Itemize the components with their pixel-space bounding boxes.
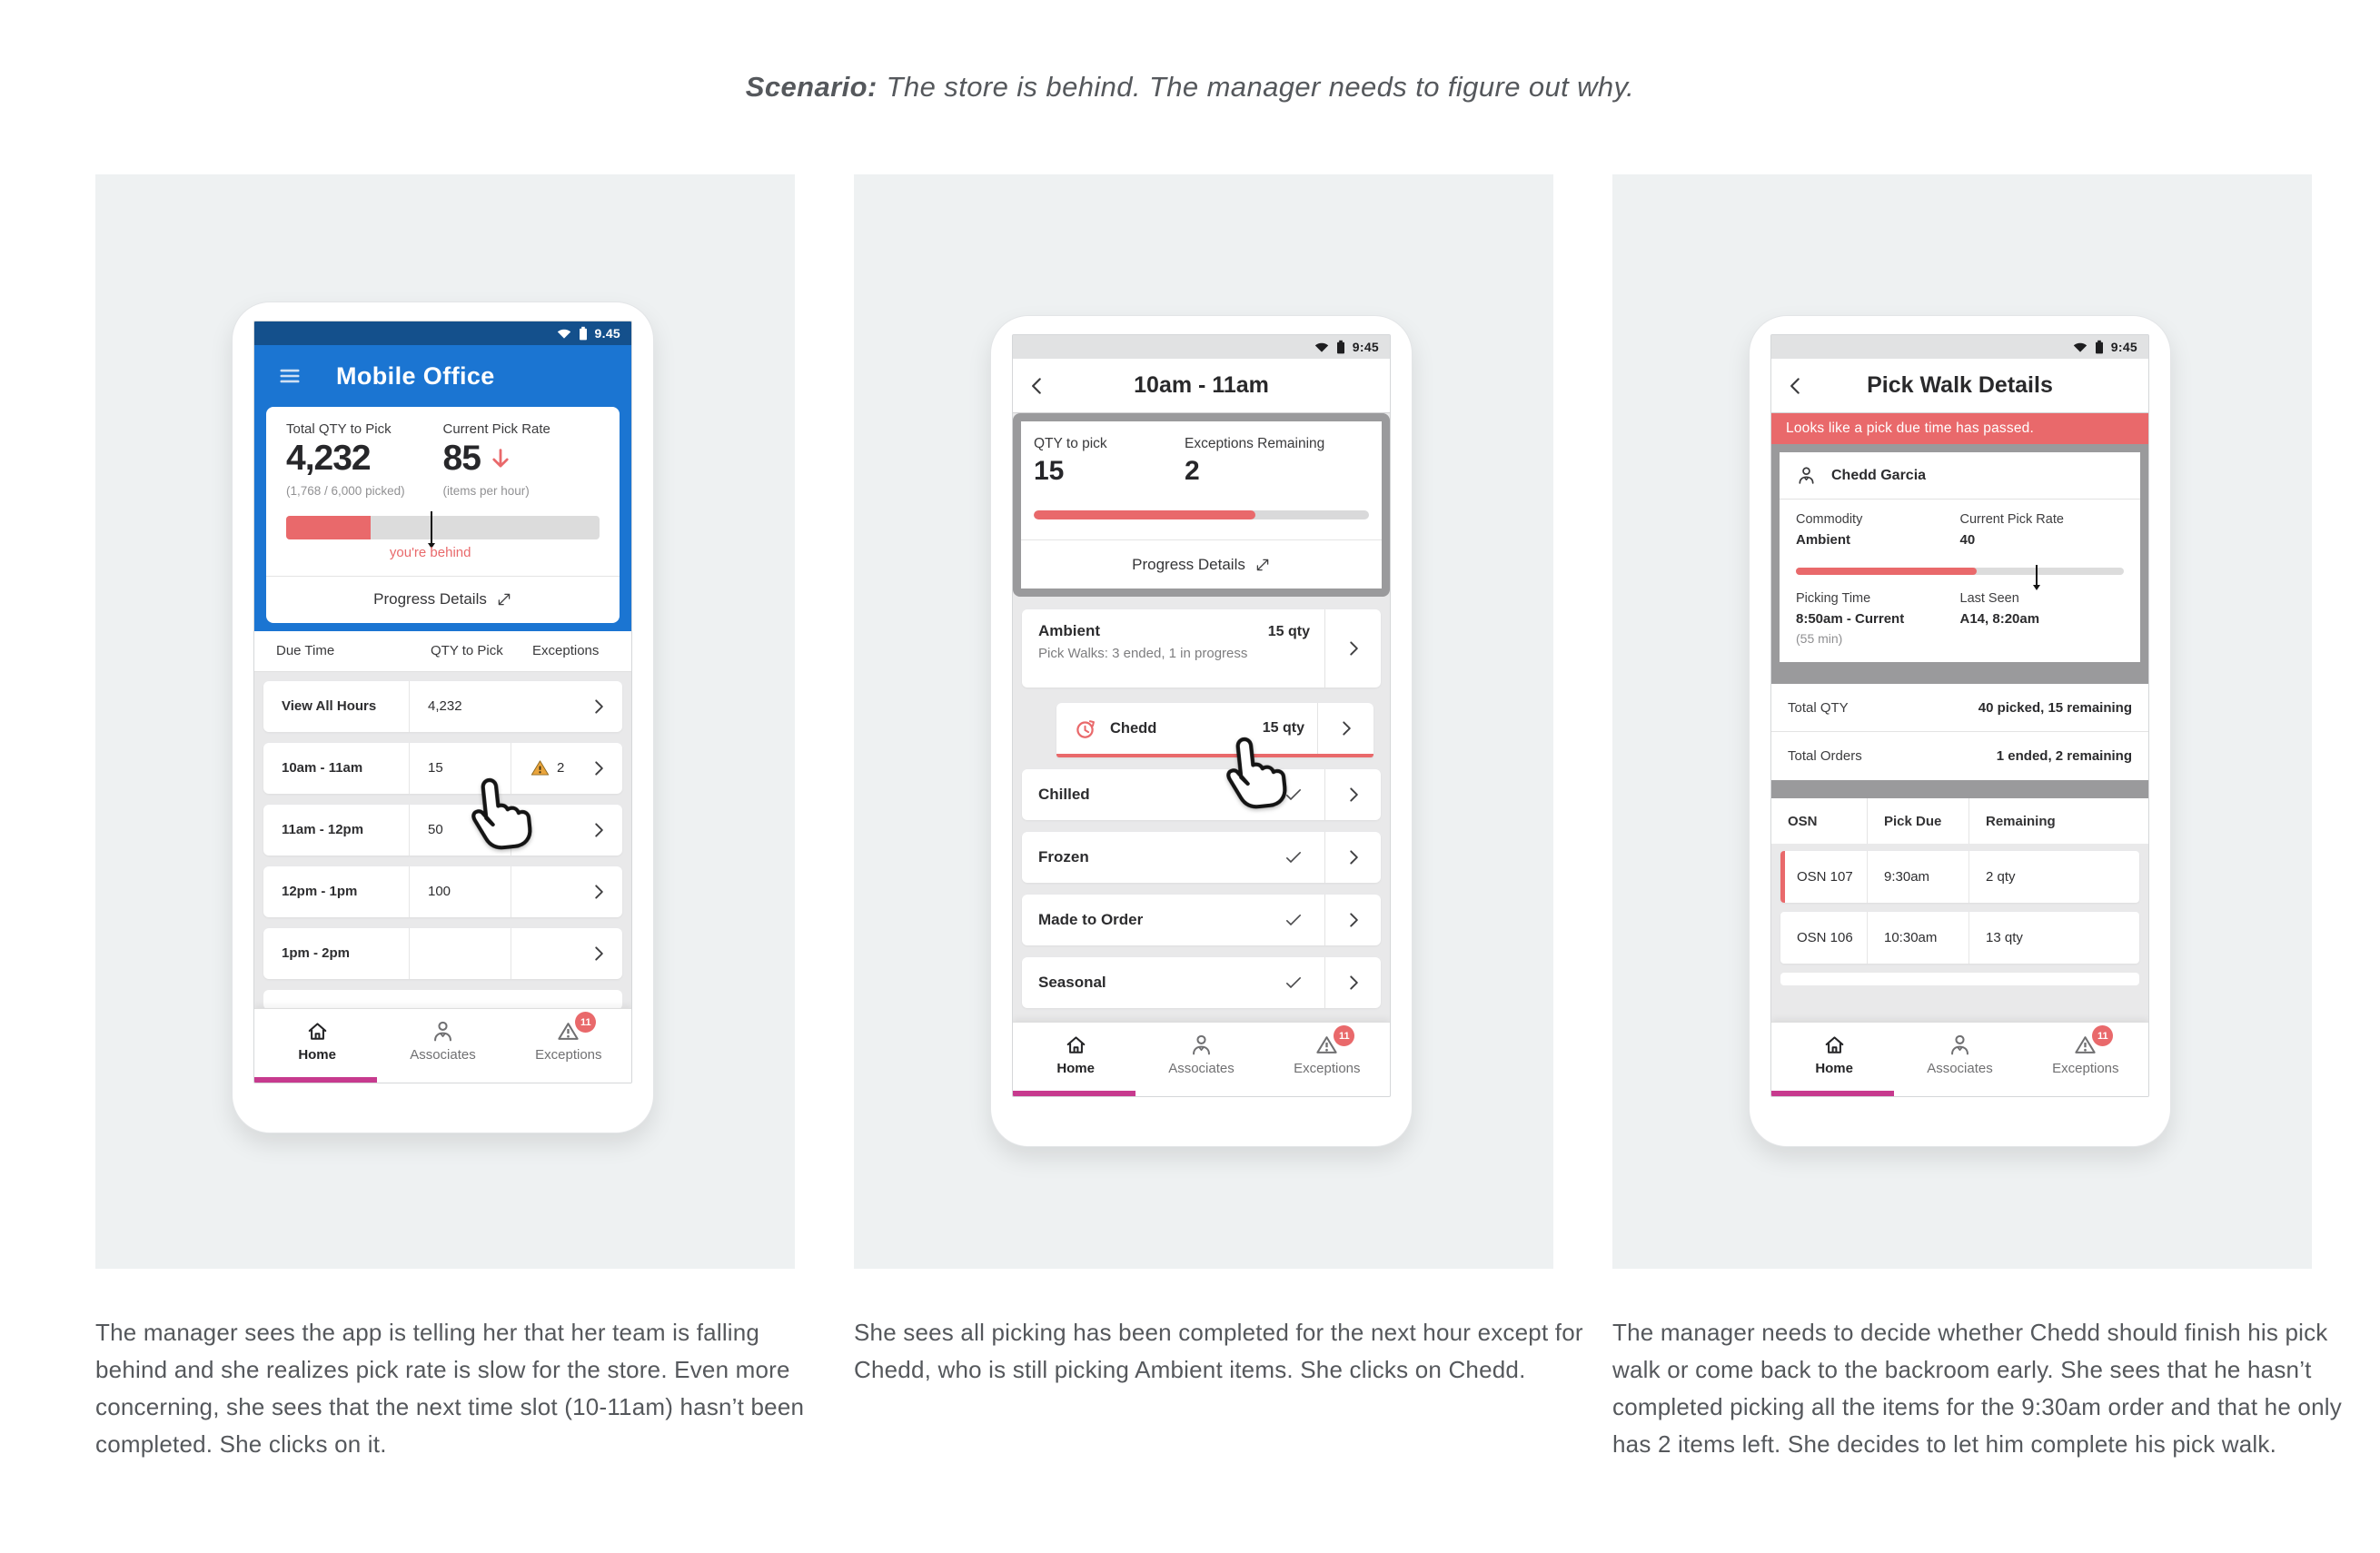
chevron-right-icon (1344, 638, 1364, 658)
clock-time: 9.45 (594, 326, 620, 341)
exceptions-remaining-stat (1185, 436, 1369, 487)
page-header (1771, 359, 2148, 413)
associate-row (1780, 452, 2140, 500)
last-seen-value: A14, 8:20am (1959, 611, 2040, 627)
picking-time-duration: (55 min) (1796, 631, 1843, 646)
pick-rate-value: 40 (1959, 532, 1976, 548)
expand-icon (1254, 557, 1271, 573)
chevron-right-icon (1344, 973, 1364, 993)
last-seen-stat (1960, 591, 2125, 646)
qty-to-pick-stat (1034, 436, 1185, 487)
clock-time: 9:45 (2110, 340, 2137, 354)
progress-fill (286, 516, 371, 539)
panel-step-1 (95, 174, 795, 1269)
col-pick-due: Pick Due (1867, 798, 1968, 844)
bottom-nav (1013, 1022, 1390, 1096)
home-icon (1064, 1033, 1088, 1057)
associate-name: Chedd Garcia (1831, 467, 1927, 483)
remaining-qty: 2 qty (1968, 851, 2139, 903)
commodity-label: Ambient (1038, 622, 1100, 639)
total-qty-label: Total QTY (1788, 699, 1849, 716)
page-title: 10am - 11am (1134, 372, 1269, 398)
scenario-text: The store is behind. The manager needs to figure out why. (886, 71, 1635, 103)
caption-step-1: The manager sees the app is telling her that her team is falling behind and she realizes pick rate is slow for the store. Even more concerning, she sees that the next time slot (10-11am) hasn’t been completed. She clicks on it. (95, 1319, 805, 1458)
progress-details-label: Progress Details (1132, 555, 1245, 573)
phone-mockup-1 (232, 302, 654, 1133)
nav-label: Home (1056, 1061, 1095, 1076)
total-qty-label: Total QTY to Pick (286, 421, 392, 437)
progress-details-button[interactable] (1021, 539, 1382, 589)
hour-progress-bar (1034, 510, 1369, 519)
commodity-label: Chilled (1038, 786, 1090, 803)
pick-rate-stat (1960, 512, 2125, 548)
exceptions-badge: 11 (575, 1012, 596, 1033)
pick-due-time: 9:30am (1867, 851, 1968, 903)
exceptions-alert-icon (2073, 1030, 2108, 1057)
row-due-label: 11am - 12pm (282, 822, 364, 838)
picking-time-label: Picking Time (1796, 591, 1871, 606)
total-orders-value: 1 ended, 2 remaining (1996, 748, 2132, 764)
app-title: Mobile Office (336, 361, 495, 390)
hour-detail-content (1013, 413, 1390, 1022)
nav-label: Exceptions (1294, 1061, 1361, 1076)
progress-target-marker (2036, 565, 2038, 587)
hours-table-body (254, 672, 631, 1008)
exception-count: 2 (557, 760, 565, 776)
commodity-value: Ambient (1796, 532, 1850, 548)
commodity-stat (1796, 512, 1960, 548)
exception-indicator (530, 757, 564, 778)
total-orders-row (1771, 732, 2148, 780)
check-icon (1283, 972, 1304, 994)
progress-details-button[interactable] (266, 576, 620, 623)
person-icon (1189, 1033, 1214, 1057)
commodity-row-chilled[interactable] (1022, 769, 1381, 820)
scenario-heading (0, 71, 2380, 104)
battery-icon (579, 326, 588, 341)
chevron-right-icon (589, 882, 609, 902)
back-button[interactable] (1784, 374, 1808, 398)
last-seen-label: Last Seen (1959, 591, 2019, 606)
row-qty-value: 15 (428, 760, 443, 776)
home-icon (305, 1019, 330, 1044)
home-icon (1822, 1033, 1847, 1057)
status-bar (1013, 335, 1390, 359)
person-icon (1948, 1033, 1972, 1057)
table-row-10am-11am[interactable] (263, 743, 622, 794)
chevron-right-icon (1344, 785, 1364, 805)
active-tab-underline (1771, 1091, 1894, 1096)
row-due-label: 10am - 11am (282, 760, 363, 776)
section-divider (1771, 780, 2148, 798)
phone-mockup-2 (990, 315, 1413, 1147)
person-icon (1796, 465, 1817, 486)
pick-rate-label: Current Pick Rate (1959, 512, 2064, 527)
col-qty-to-pick: QTY to Pick (431, 643, 503, 659)
chevron-right-icon (1336, 718, 1356, 738)
back-button[interactable] (1026, 374, 1049, 398)
phone-mockup-3 (1749, 315, 2171, 1147)
pick-walk-progress-bar (1796, 568, 2124, 575)
row-qty-value: 100 (428, 884, 451, 900)
table-row-1pm-2pm[interactable] (263, 928, 622, 979)
total-qty-stat (286, 421, 443, 498)
exceptions-remaining-label: Exceptions Remaining (1185, 436, 1325, 451)
nav-label: Home (298, 1047, 336, 1063)
active-tab-underline (254, 1077, 377, 1083)
summary-card (266, 407, 620, 623)
osn-table-header (1771, 798, 2148, 844)
picking-time-value: 8:50am - Current (1796, 611, 1905, 627)
nav-label: Exceptions (535, 1047, 602, 1063)
row-due-label: View All Hours (282, 698, 377, 715)
check-icon (1283, 846, 1304, 868)
panel-step-2 (854, 174, 1553, 1269)
osn-table-body (1771, 844, 2148, 1022)
nav-item-home[interactable] (1772, 1033, 1897, 1076)
exceptions-badge: 11 (2092, 1025, 2113, 1046)
nav-label: Associates (1927, 1061, 1993, 1076)
caption-step-3: The manager needs to decide whether Chedd should finish his pick walk or come back to the backroom early. She sees that he hasn’t completed picking all the items for the 9:30am order and that he only has 2 items left. She decides to let him complete his pick walk. (1612, 1319, 2342, 1458)
row-due-label: 1pm - 2pm (282, 945, 351, 962)
table-row-12pm-1pm[interactable] (263, 866, 622, 917)
total-orders-label: Total Orders (1788, 748, 1862, 764)
hours-table-header (254, 631, 631, 672)
bottom-nav (254, 1008, 631, 1083)
warning-triangle-icon (530, 757, 550, 778)
bottom-nav (1771, 1022, 2148, 1096)
person-icon (431, 1019, 455, 1044)
pick-walks-status: Pick Walks: 3 ended, 1 in progress (1038, 646, 1248, 661)
commodity-label: Frozen (1038, 848, 1089, 866)
total-qty-value: 40 picked, 15 remaining (1978, 699, 2132, 716)
behind-label-row (286, 545, 600, 565)
page-header (1013, 359, 1390, 413)
row-qty-value: 4,232 (428, 698, 462, 715)
overdue-alert-text: Looks like a pick due time has passed. (1786, 420, 2034, 436)
nav-item-associates[interactable] (1139, 1033, 1264, 1076)
chevron-right-icon (1344, 847, 1364, 867)
chevron-right-icon (1344, 910, 1364, 930)
nav-item-exceptions[interactable] (2023, 1030, 2147, 1076)
pick-rate-label: Current Pick Rate (442, 421, 550, 437)
exceptions-alert-icon (556, 1016, 591, 1044)
nav-item-associates[interactable] (1898, 1033, 2022, 1076)
chevron-right-icon (589, 697, 609, 717)
pick-walk-summary-card (1771, 444, 2148, 662)
chevron-right-icon (589, 758, 609, 778)
progress-fill (1796, 568, 1977, 575)
behind-label: you're behind (389, 544, 471, 560)
table-row-view-all-hours[interactable] (263, 681, 622, 732)
osn-row-106[interactable] (1780, 912, 2139, 964)
total-qty-row (1771, 684, 2148, 732)
phone3-screen (1770, 334, 2149, 1097)
nav-label: Associates (1168, 1061, 1235, 1076)
osn-id: OSN 106 (1797, 930, 1853, 945)
commodity-row-seasonal[interactable] (1022, 957, 1381, 1008)
progress-details-label: Progress Details (373, 590, 487, 608)
panel-step-3 (1612, 174, 2312, 1269)
pick-due-time: 10:30am (1867, 912, 1968, 964)
hour-summary-card (1013, 413, 1390, 597)
scenario-prefix: Scenario: (745, 71, 878, 103)
battery-icon (1336, 340, 1345, 354)
status-bar (1771, 335, 2148, 359)
pick-walk-row-chedd[interactable] (1056, 703, 1373, 757)
pick-rate-sub: (items per hour) (442, 483, 530, 498)
osn-id: OSN 107 (1797, 869, 1853, 885)
nav-label: Associates (410, 1047, 476, 1063)
app-header (254, 345, 631, 407)
check-icon (1283, 784, 1304, 806)
commodity-row-frozen[interactable] (1022, 832, 1381, 883)
wifi-icon (2073, 341, 2087, 352)
commodity-label: Made to Order (1038, 911, 1144, 928)
remaining-qty: 13 qty (1968, 912, 2139, 964)
picking-time-stat (1796, 591, 1960, 646)
caption-step-2: She sees all picking has been completed for the next hour except for Chedd, who is still picking Ambient items. She clicks on Chedd. (854, 1319, 1583, 1383)
phone2-screen (1012, 334, 1391, 1097)
section-divider (1771, 662, 2148, 684)
qty-to-pick-value: 15 (1034, 456, 1065, 486)
clock-overdue-icon (1073, 717, 1097, 741)
pick-rate-stat (443, 421, 600, 498)
commodity-row-made-to-order[interactable] (1022, 895, 1381, 945)
col-osn: OSN (1788, 813, 1818, 829)
nav-label: Home (1815, 1061, 1853, 1076)
summary-card-wrap (254, 407, 631, 631)
expand-icon (496, 591, 512, 608)
col-exceptions: Exceptions (532, 643, 600, 659)
exceptions-remaining-value: 2 (1185, 456, 1200, 486)
exceptions-badge: 11 (1334, 1025, 1354, 1046)
exceptions-alert-icon (1314, 1030, 1350, 1057)
col-remaining: Remaining (1968, 798, 2148, 844)
nav-item-exceptions[interactable] (1264, 1030, 1389, 1076)
qty-to-pick-label: QTY to pick (1034, 436, 1107, 451)
pick-walk-qty: 15 qty (1262, 720, 1304, 736)
progress-target-marker (431, 511, 432, 545)
wifi-icon (557, 328, 571, 339)
chevron-right-icon (589, 944, 609, 964)
osn-row-107[interactable] (1780, 851, 2139, 903)
hamburger-menu-icon[interactable] (276, 364, 303, 388)
page-title: Pick Walk Details (1867, 372, 2053, 398)
nav-item-home[interactable] (1014, 1033, 1138, 1076)
table-row-partial (263, 990, 622, 1008)
arrow-down-icon (488, 446, 513, 471)
nav-label: Exceptions (2052, 1061, 2119, 1076)
check-icon (1283, 909, 1304, 931)
nav-item-home[interactable] (255, 1019, 380, 1063)
row-qty-value: 50 (428, 822, 443, 838)
total-qty-value: 4,232 (286, 439, 371, 478)
row-due-label: 12pm - 1pm (282, 884, 358, 900)
status-bar (254, 321, 631, 345)
commodity-label: Commodity (1796, 512, 1863, 527)
total-qty-sub: (1,768 / 6,000 picked) (286, 483, 405, 498)
table-row-partial (1780, 973, 2139, 985)
store-progress-bar (286, 516, 600, 539)
col-due-time: Due Time (276, 643, 335, 659)
commodity-row-ambient[interactable] (1022, 609, 1381, 687)
commodity-label: Seasonal (1038, 974, 1106, 991)
battery-icon (2095, 340, 2104, 354)
nav-item-exceptions[interactable] (506, 1016, 630, 1063)
active-tab-underline (1013, 1091, 1135, 1096)
wifi-icon (1314, 341, 1329, 352)
commodity-qty: 15 qty (1267, 624, 1310, 639)
nav-item-associates[interactable] (381, 1019, 505, 1063)
pick-rate-value: 85 (442, 439, 481, 478)
chevron-right-icon (589, 820, 609, 840)
phone1-screen (253, 321, 632, 1083)
table-row-11am-12pm[interactable] (263, 805, 622, 856)
clock-time: 9:45 (1352, 340, 1379, 354)
progress-fill (1034, 510, 1255, 519)
associate-name: Chedd (1110, 719, 1157, 737)
overdue-alert-banner (1771, 413, 2148, 444)
